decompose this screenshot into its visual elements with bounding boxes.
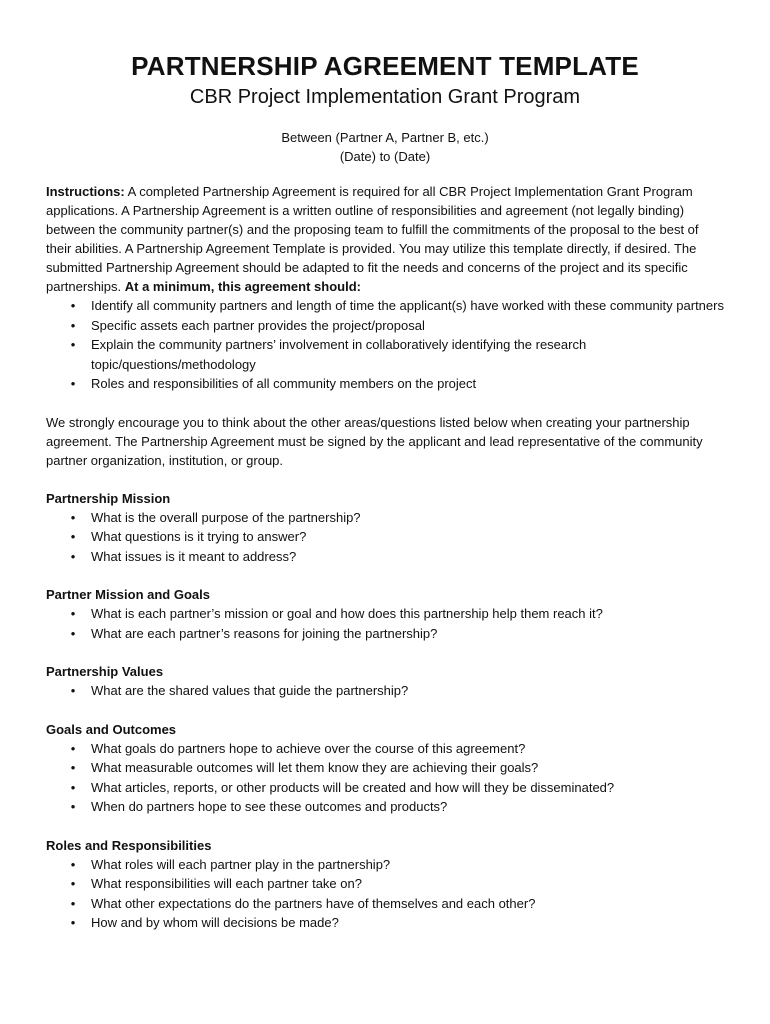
section-heading-partnership-mission: Partnership Mission xyxy=(46,490,171,506)
list-item: • What goals do partners hope to achieve over the course of this agreement? xyxy=(46,739,724,759)
list-item: • What are the shared values that guide the partnership? xyxy=(46,681,724,701)
section-heading-goals-outcomes: Goals and Outcomes xyxy=(46,721,177,737)
date-range-line: (Date) to (Date) xyxy=(339,149,431,164)
bullet-icon: • xyxy=(70,683,76,698)
list-item: • What responsibilities will each partner take on? xyxy=(46,874,724,894)
document-subtitle: CBR Project Implementation Grant Program xyxy=(189,86,581,108)
list-item: • What other expectations do the partners have of themselves and each other? xyxy=(46,894,724,914)
bullet-icon: • xyxy=(70,298,76,313)
section-heading-roles-responsibilities: Roles and Responsibilities xyxy=(46,837,212,853)
bullet-icon: • xyxy=(70,779,76,795)
bullet-icon: • xyxy=(70,317,76,333)
encourage-paragraph: We strongly encourage you to think about the other areas/questions listed below when creating your partnership agreement. The Partnership Agreement must be signed by the applicant and lead representative of the community partner organization, institution, or group. xyxy=(46,414,703,468)
list-item: • What roles will each partner play in the partnership? xyxy=(46,855,724,875)
minimum-label: At a minimum, this agreement should: xyxy=(124,279,361,294)
bullet-icon: • xyxy=(70,740,76,756)
section-heading-partnership-values: Partnership Values xyxy=(46,664,164,679)
section-heading-partner-mission-goals: Partner Mission and Goals xyxy=(46,587,210,602)
list-item: • What measurable outcomes will let them know they are achieving their goals? xyxy=(46,758,724,778)
section-list xyxy=(46,681,724,701)
section-list xyxy=(46,508,724,567)
list-item: • What is the overall purpose of the partnership? xyxy=(46,508,724,528)
bullet-icon: • xyxy=(70,625,76,641)
bullet-icon: • xyxy=(70,856,76,872)
list-item: • When do partners hope to see these outcomes and products? xyxy=(46,797,724,817)
instructions-paragraph xyxy=(46,182,724,296)
section-list xyxy=(46,739,724,817)
bullet-icon: • xyxy=(70,529,76,544)
list-item: • Explain the community partners’ involvement in collaboratively identifying the research topic/questions/methodology xyxy=(46,335,724,374)
list-item: • Identify all community partners and length of time the applicant(s) have worked with these community partners xyxy=(46,296,724,316)
list-item: • What are each partner’s reasons for joining the partnership? xyxy=(46,624,724,644)
list-item: • Roles and responsibilities of all community members on the project xyxy=(46,374,724,394)
list-item: • What is each partner’s mission or goal and how does this partnership help them reach it? xyxy=(46,604,724,624)
list-item: • What questions is it trying to answer? xyxy=(46,527,724,547)
list-item: • What articles, reports, or other products will be created and how will they be disseminated? xyxy=(46,778,724,798)
list-item: • Specific assets each partner provides the project/proposal xyxy=(46,316,724,336)
instructions-label: Instructions: xyxy=(46,184,125,199)
bullet-icon: • xyxy=(70,548,76,564)
instructions-text: A completed Partnership Agreement is required for all CBR Project Implementation Grant Program applications. A Partnership Agreement is a written outline of responsibilities and agreement (not legally binding) between the community partner(s) and the proposing team to fulfill the commitments of the proposal to the best of their abilities. A Partnership Agreement Template is provided. You may utilize this template directly, if desired. The submitted Partnership Agreement should be adapted to fit the needs and concerns of the project and its specific partnerships. xyxy=(46,184,699,294)
bullet-icon: • xyxy=(70,760,76,775)
bullet-icon: • xyxy=(70,895,76,911)
parties-block xyxy=(46,128,724,166)
bullet-icon: • xyxy=(70,337,76,352)
section-list xyxy=(46,604,724,643)
bullet-icon: • xyxy=(70,509,76,525)
list-item: • What issues is it meant to address? xyxy=(46,547,724,567)
bullet-icon: • xyxy=(70,799,76,814)
minimum-requirements-list xyxy=(46,296,724,394)
section-list xyxy=(46,855,724,933)
document-title: PARTNERSHIP AGREEMENT TEMPLATE xyxy=(131,51,639,81)
bullet-icon: • xyxy=(70,376,76,391)
bullet-icon: • xyxy=(70,606,76,621)
bullet-icon: • xyxy=(70,876,76,891)
list-item: • How and by whom will decisions be made? xyxy=(46,913,724,933)
bullet-icon: • xyxy=(70,915,76,930)
parties-line: Between (Partner A, Partner B, etc.) xyxy=(281,130,489,145)
